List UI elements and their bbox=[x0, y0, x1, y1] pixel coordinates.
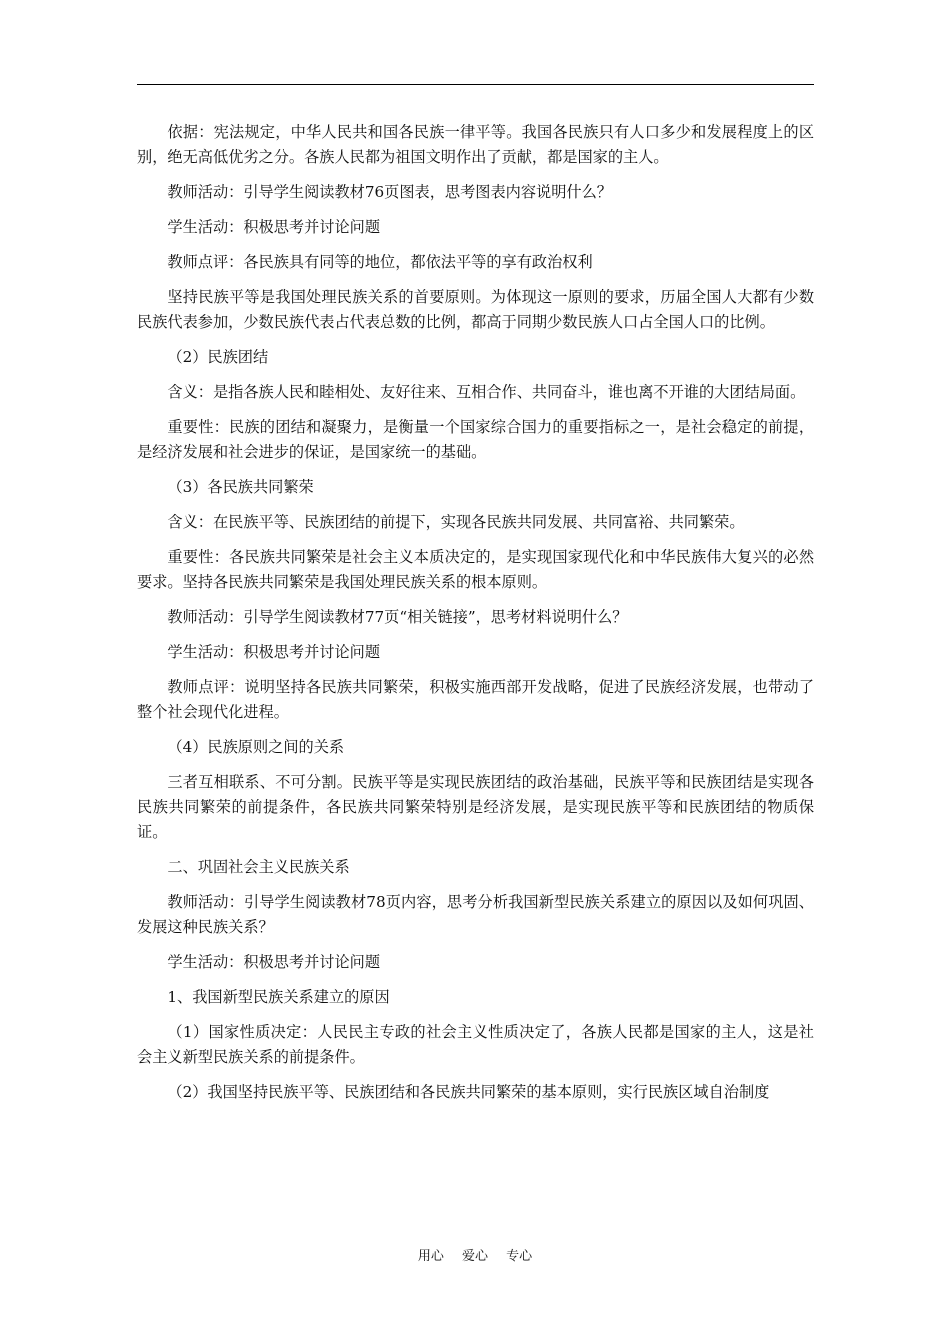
paragraph-prosperity-meaning: 含义：在民族平等、民族团结的前提下，实现各民族共同发展、共同富裕、共同繁荣。 bbox=[167, 513, 745, 531]
document-body bbox=[137, 120, 814, 1115]
heading-common-prosperity: （3）各民族共同繁荣 bbox=[167, 478, 314, 496]
paragraph-teacher-activity: 教师活动：引导学生阅读教材78页内容，思考分析我国新型民族关系建立的原因以及如何巩固、发展这种民族关系？ bbox=[137, 893, 814, 936]
paragraph-reason-one: （1）国家性质决定：人民民主专政的社会主义性质决定了，各族人民都是国家的主人，这是社会主义新型民族关系的前提条件。 bbox=[137, 1023, 814, 1066]
heading-principles-relationship: （4）民族原则之间的关系 bbox=[167, 738, 345, 756]
paragraph-unity-importance: 重要性：民族的团结和凝聚力，是衡量一个国家综合国力的重要指标之一，是社会稳定的前提，是经济发展和社会进步的保证，是国家统一的基础。 bbox=[137, 418, 814, 461]
paragraph-student-activity: 学生活动：积极思考并讨论问题 bbox=[167, 953, 381, 971]
paragraph-student-activity: 学生活动：积极思考并讨论问题 bbox=[167, 643, 381, 661]
paragraph-principles-relationship: 三者互相联系、不可分割。民族平等是实现民族团结的政治基础，民族平等和民族团结是实现各民族共同繁荣的前提条件，各民族共同繁荣特别是经济发展，是实现民族平等和民族团结的物质保证。 bbox=[137, 773, 814, 841]
header-rule bbox=[137, 84, 814, 85]
page-footer: 用心 爱心 专心 bbox=[417, 1249, 533, 1264]
heading-section-two: 二、巩固社会主义民族关系 bbox=[167, 858, 350, 876]
heading-reasons: 1、我国新型民族关系建立的原因 bbox=[167, 988, 390, 1006]
paragraph-equality-principle: 坚持民族平等是我国处理民族关系的首要原则。为体现这一原则的要求，历届全国人大都有少数民族代表参加，少数民族代表占代表总数的比例，都高于同期少数民族人口占全国人口的比例。 bbox=[137, 288, 814, 331]
paragraph-unity-meaning: 含义：是指各族人民和睦相处、友好往来、互相合作、共同奋斗，谁也离不开谁的大团结局面。 bbox=[167, 383, 806, 401]
paragraph-prosperity-importance: 重要性：各民族共同繁荣是社会主义本质决定的，是实现国家现代化和中华民族伟大复兴的必然要求。坚持各民族共同繁荣是我国处理民族关系的根本原则。 bbox=[137, 548, 814, 591]
paragraph-student-activity: 学生活动：积极思考并讨论问题 bbox=[167, 218, 381, 236]
paragraph-teacher-comment: 教师点评：各民族具有同等的地位，都依法平等的享有政治权利 bbox=[167, 253, 593, 271]
paragraph-reason-two: （2）我国坚持民族平等、民族团结和各民族共同繁荣的基本原则，实行民族区域自治制度 bbox=[167, 1083, 770, 1101]
paragraph-teacher-activity: 教师活动：引导学生阅读教材77页“相关链接”，思考材料说明什么？ bbox=[167, 608, 628, 626]
heading-ethnic-unity: （2）民族团结 bbox=[167, 348, 269, 366]
paragraph-basis: 依据：宪法规定，中华人民共和国各民族一律平等。我国各民族只有人口多少和发展程度上的区别，绝无高低优劣之分。各族人民都为祖国文明作出了贡献，都是国家的主人。 bbox=[137, 123, 814, 166]
paragraph-teacher-activity: 教师活动：引导学生阅读教材76页图表，思考图表内容说明什么？ bbox=[167, 183, 612, 201]
paragraph-teacher-comment: 教师点评：说明坚持各民族共同繁荣，积极实施西部开发战略，促进了民族经济发展，也带动了整个社会现代化进程。 bbox=[137, 678, 814, 721]
